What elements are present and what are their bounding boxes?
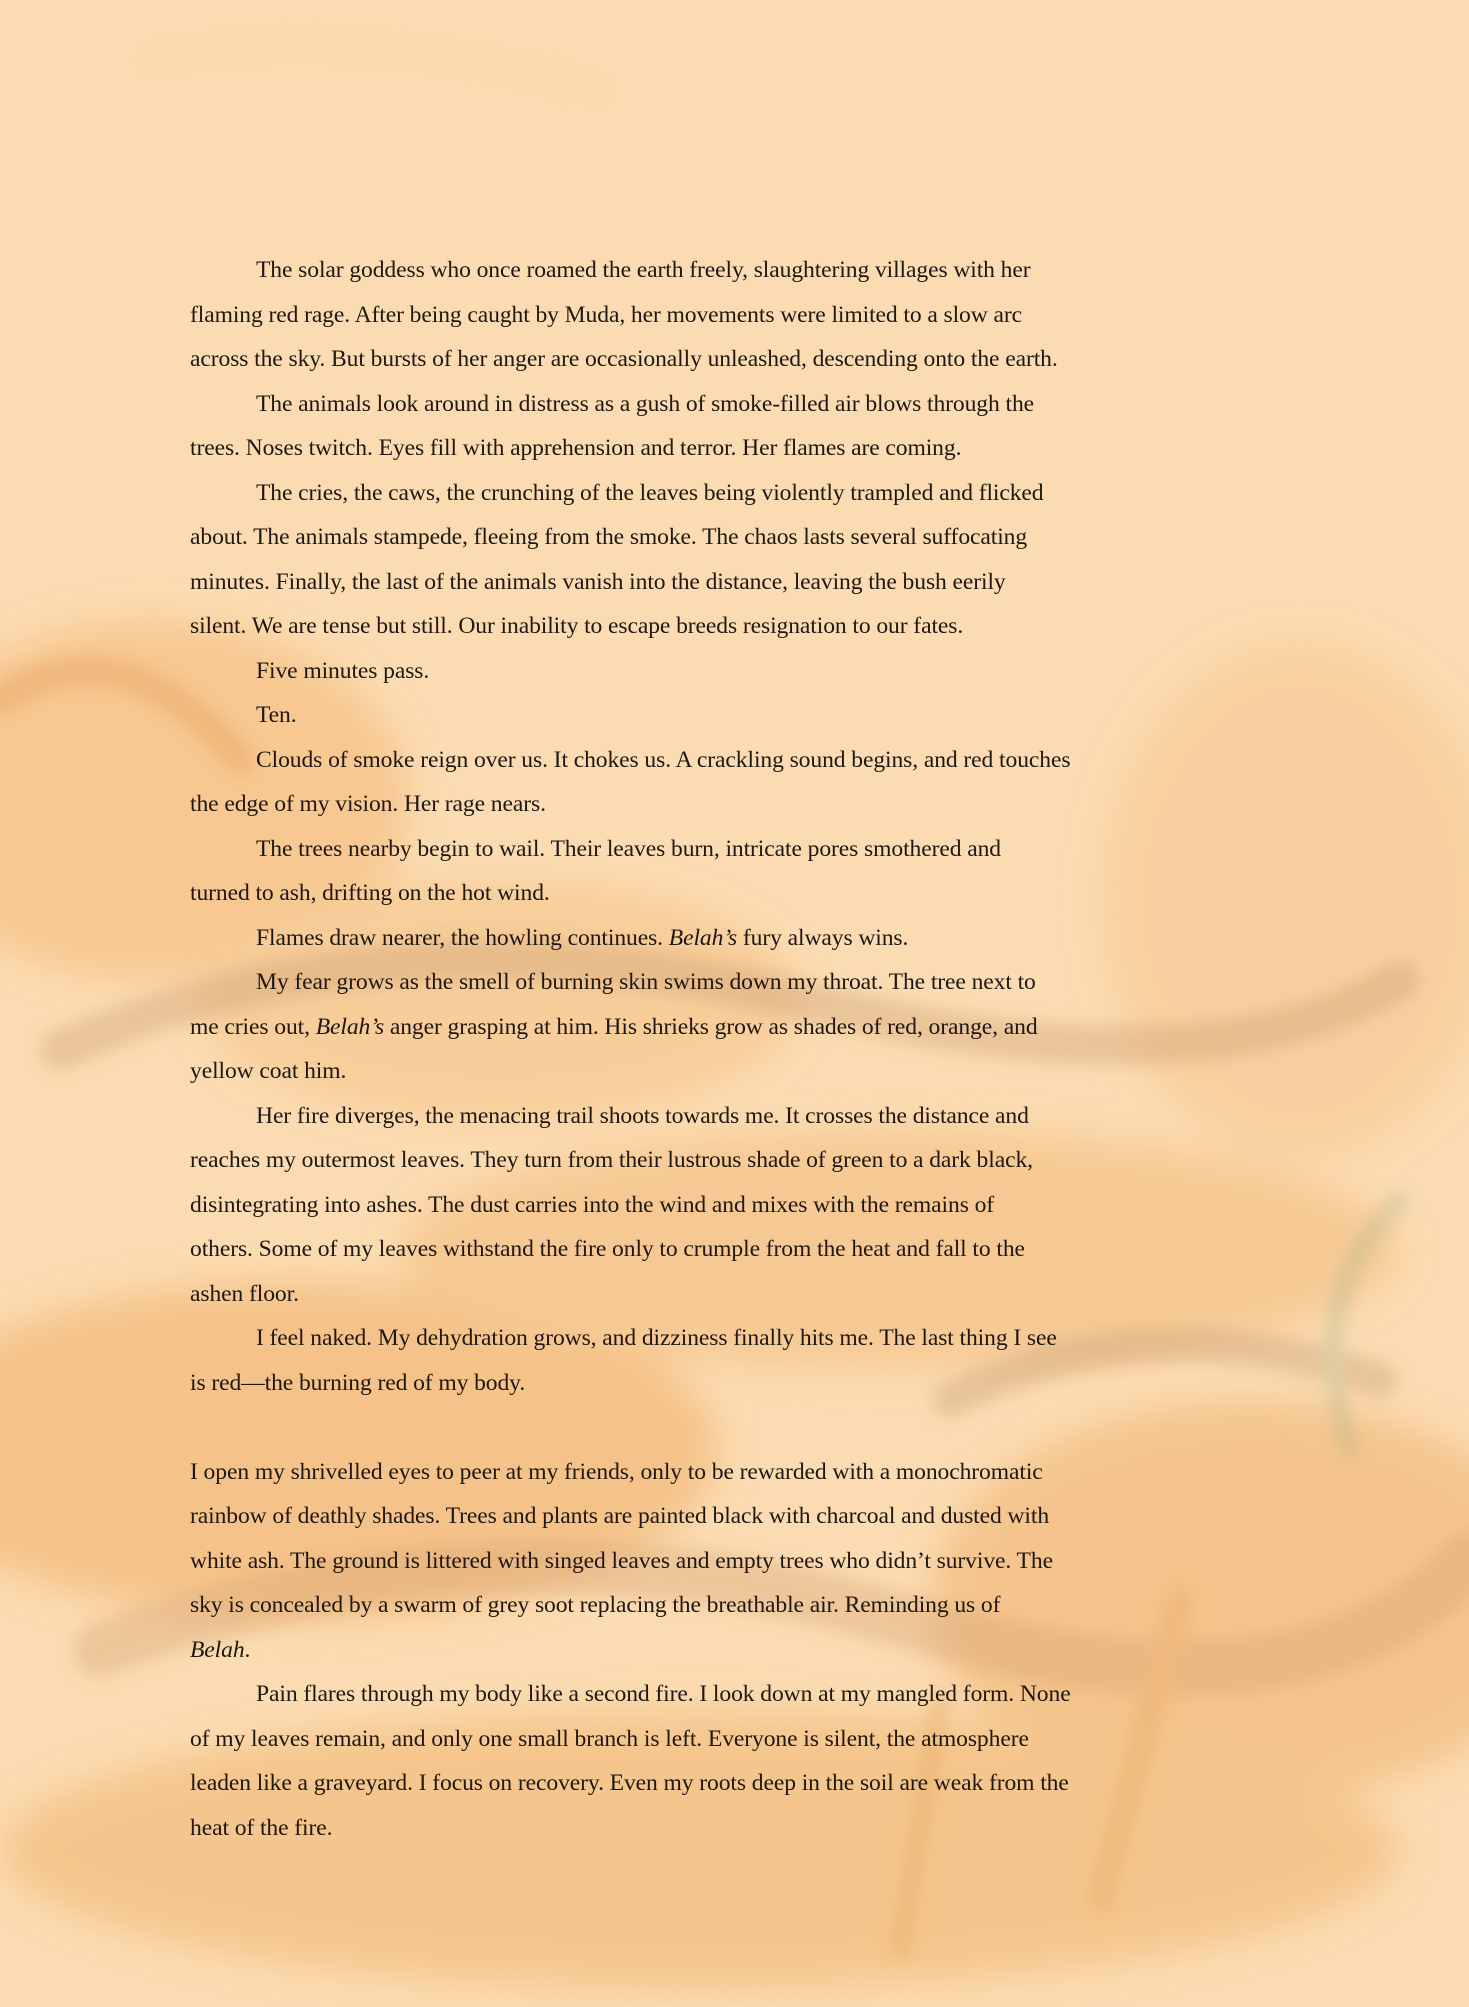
text-line: I feel naked. My dehydration grows, and dizziness finally hits me. The last thing I see [256,1325,1057,1351]
text-line: minutes. Finally, the last of the animals vanish into the distance, leaving the bush eerily [190,568,1006,595]
text-line: leaden like a graveyard. I focus on recovery. Even my roots deep in the soil are weak from the [190,1770,1069,1796]
text-segment: anger grasping at him. His shrieks grow as shades of red, orange, and [384,1013,1038,1040]
text-line: silent. We are tense but still. Our inability to escape breeds resignation to our fates. [190,613,964,639]
section-break [190,1405,1155,1450]
text-line: heat of the fire. [190,1814,333,1841]
text-line: across the sky. But bursts of her anger are occasionally unleashed, descending onto the earth. [190,346,1058,372]
text-segment: Flames draw nearer, the howling continues. [256,924,669,951]
paragraph [190,1450,1155,1673]
paragraph [190,1094,1155,1317]
text-line: reaches my outermost leaves. They turn from their lustrous shade of green to a dark black, [190,1147,1033,1173]
text-segment: me cries out, [190,1013,316,1040]
paragraph [190,1672,1155,1850]
text-line: rainbow of deathly shades. Trees and plants are painted black with charcoal and dusted with [190,1503,1050,1529]
text-line: turned to ash, drifting on the hot wind. [190,880,550,906]
paragraph [190,693,1155,738]
text-line: others. Some of my leaves withstand the fire only to crumple from the heat and fall to the [190,1236,1025,1262]
text-line: the edge of my vision. Her rage nears. [190,791,546,817]
text-line [190,1628,1155,1673]
text-line: disintegrating into ashes. The dust carries into the wind and mixes with the remains of [190,1191,995,1218]
text-line: The animals look around in distress as a gush of smoke-filled air blows through the [256,390,1035,417]
text-line [190,916,1155,961]
text-line: The cries, the caws, the crunching of the leaves being violently trampled and flicked [256,479,1044,506]
text-line: about. The animals stampede, fleeing from the smoke. The chaos lasts several suffocating [190,524,1028,550]
italic-name: Belah [190,1636,245,1663]
text-line: trees. Noses twitch. Eyes fill with apprehension and terror. Her flames are coming. [190,435,962,461]
text-line: is red—the burning red of my body. [190,1369,526,1396]
paragraph [190,649,1155,694]
text-line: Pain flares through my body like a second fire. I look down at my mangled form. None [256,1681,1071,1707]
text-line: ashen floor. [190,1280,299,1307]
text-line: flaming red rage. After being caught by Muda, her movements were limited to a slow arc [190,301,1022,328]
text-line: Ten. [256,702,297,728]
paragraph [190,1316,1155,1405]
text-line: My fear grows as the smell of burning skin swims down my throat. The tree next to [256,969,1036,995]
text-line: The solar goddess who once roamed the earth freely, slaughtering villages with her [256,257,1031,283]
paragraph [190,827,1155,916]
paragraph [190,960,1155,1094]
paragraph [190,248,1155,382]
paragraph [190,471,1155,649]
paragraph [190,916,1155,961]
text-line: yellow coat him. [190,1058,347,1084]
text-line [190,1005,1155,1050]
text-line: white ash. The ground is littered with singed leaves and empty trees who didn’t survive. The [190,1547,1053,1574]
text-line: sky is concealed by a swarm of grey soot replacing the breathable air. Reminding us of [190,1592,1001,1618]
text-line: Five minutes pass. [256,657,430,684]
paragraph [190,738,1155,827]
text-line: The trees nearby begin to wail. Their leaves burn, intricate pores smothered and [256,835,1001,862]
text-segment: fury always wins. [737,924,909,951]
text-segment: . [244,1636,251,1663]
paragraph [190,382,1155,471]
italic-name: Belah’s [668,924,738,951]
text-line: I open my shrivelled eyes to peer at my friends, only to be rewarded with a monochromatic [190,1458,1043,1485]
italic-name: Belah’s [315,1013,385,1040]
story-body [190,248,1155,1850]
text-line: Clouds of smoke reign over us. It chokes us. A crackling sound begins, and red touches [256,746,1071,773]
text-line: of my leaves remain, and only one small branch is left. Everyone is silent, the atmosphere [190,1725,1029,1752]
text-line: Her fire diverges, the menacing trail shoots towards me. It crosses the distance and [256,1102,1029,1129]
